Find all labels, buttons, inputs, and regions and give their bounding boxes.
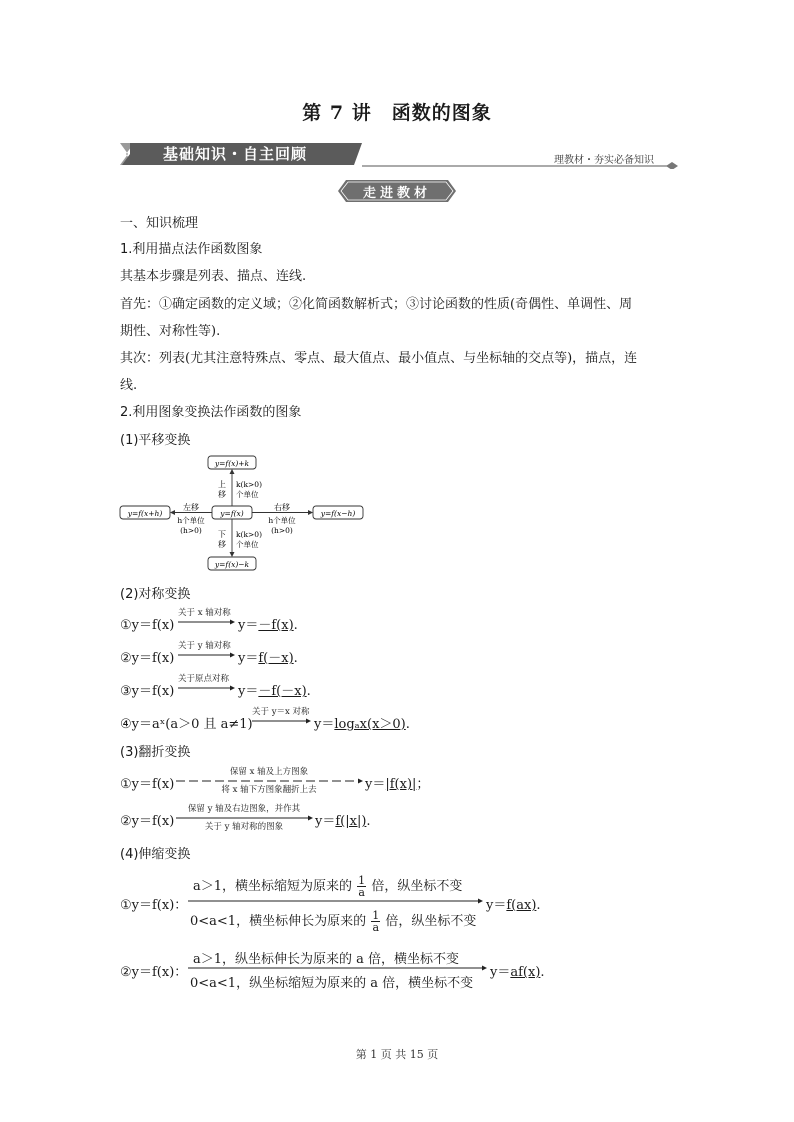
flip-row2-rhs: f(|x|) <box>335 814 367 829</box>
stretch-row1-under-frac <box>371 910 380 933</box>
bottom-box-label: y=f(x)−k <box>214 560 250 569</box>
sym-row1-over: 关于 x 轴对称 <box>178 608 231 618</box>
left-cond-2: (h>0) <box>180 526 202 535</box>
translation-heading: (1)平移变换 <box>120 433 191 448</box>
sym-row1-rhs-pre: y＝ <box>238 618 259 633</box>
left-label: 左移 <box>183 503 199 512</box>
top-box-label: y=f(x)+k <box>214 459 250 468</box>
item1-p1: 其基本步骤是列表、描点、连线. <box>120 269 307 284</box>
symmetry-heading: (2)对称变换 <box>120 587 191 602</box>
flip-heading: (3)翻折变换 <box>120 745 191 760</box>
sym-row4-arrow <box>252 718 312 724</box>
right-cond-2: (h>0) <box>271 526 293 535</box>
left-box-label: y=f(x+h) <box>127 509 163 518</box>
sym-row1-rhs: －f(x) <box>258 618 294 633</box>
item1-p2b: 期性、对称性等). <box>120 324 221 339</box>
sym-row1-end: . <box>293 618 298 633</box>
page-footer: 第 1 页 共 15 页 <box>355 1048 439 1061</box>
up-cond-1: k(k>0) <box>236 480 262 489</box>
stretch-row2-arrow <box>188 965 488 971</box>
center-box-label: y=f(x) <box>220 509 244 518</box>
up-label-1: 上 <box>218 480 226 489</box>
sym-row1-arrow <box>178 619 236 625</box>
sym-row2-end: . <box>293 651 298 666</box>
sym-row4-over: 关于 y＝x 对称 <box>252 707 310 717</box>
up-cond-2: 个单位 <box>236 490 259 499</box>
sym-row3-end: . <box>306 684 311 699</box>
sym-row3-rhs: －f(－x) <box>258 684 307 699</box>
flip-row1-over: 保留 x 轴及上方图象 <box>229 767 309 777</box>
stretch-row1-under-a: 0<a<1，横坐标伸长为原来的 <box>190 914 367 929</box>
flip-row2-lhs: ②y＝f(x) <box>120 814 175 829</box>
stretch-row2-lhs: ②y＝f(x)： <box>120 965 188 980</box>
stretch-row1-lhs: ①y＝f(x)： <box>120 898 188 913</box>
right-box-label: y=f(x−h) <box>320 509 356 518</box>
item1-p2a: 首先：①确定函数的定义域；②化简函数解析式；③讨论函数的性质(奇偶性、单调性、周 <box>120 297 633 312</box>
stretch-row1-over-b: 倍，纵坐标不变 <box>371 879 463 894</box>
section-heading: 一、知识梳理 <box>120 216 199 231</box>
flip-row1-rhs-pre: y＝ <box>365 777 386 792</box>
flip-row1-under: 将 x 轴下方图象翻折上去 <box>221 785 317 795</box>
translation-diagram <box>115 450 375 575</box>
stretch-row1-rhs-pre: y＝ <box>486 898 507 913</box>
flip-row2-rhs-pre: y＝ <box>315 814 336 829</box>
sym-row2-rhs-pre: y＝ <box>238 651 259 666</box>
stretch-row1-under-b: 倍，纵坐标不变 <box>385 914 477 929</box>
flip-row2-end: . <box>366 814 371 829</box>
stretch-row2-over: a＞1，纵坐标伸长为原来的 a 倍，横坐标不变 <box>193 952 460 967</box>
sym-row3-lhs: ③y＝f(x) <box>120 684 175 699</box>
left-cond-1: h个单位 <box>177 516 205 525</box>
item2-heading: 2.利用图象变换法作函数的图象 <box>120 405 302 420</box>
right-cond-1: h个单位 <box>268 516 296 525</box>
up-label-2: 移 <box>218 490 226 499</box>
sym-row2-rhs: f(－x) <box>258 651 294 666</box>
sym-row3-arrow <box>178 685 236 691</box>
right-label: 右移 <box>274 503 290 512</box>
item1-p3a: 其次：列表(尤其注意特殊点、零点、最大值点、最小值点、与坐标轴的交点等)，描点，连 <box>120 351 638 366</box>
flip-row2-over: 保留 y 轴及右边图象，并作其 <box>187 804 301 814</box>
down-label-2: 移 <box>218 540 226 549</box>
flip-row1-rhs: |f(x)| <box>385 777 417 792</box>
flip-row2-under: 关于 y 轴对称的图象 <box>204 822 284 832</box>
sym-row3-over: 关于原点对称 <box>178 674 230 684</box>
badge-label: 走进教材 <box>362 186 431 201</box>
item1-heading: 1.利用描点法作函数图象 <box>120 242 263 257</box>
stretch-row1-over-frac <box>357 875 366 898</box>
sym-row4-rhs: logₐx(x＞0) <box>334 717 406 732</box>
stretch-row1-rhs: f(ax) <box>506 898 537 913</box>
down-cond-2: 个单位 <box>236 540 259 549</box>
sym-row2-lhs: ②y＝f(x) <box>120 651 175 666</box>
flip-row1-lhs: ①y＝f(x) <box>120 777 175 792</box>
banner-subtitle: 理教材・夯实必备知识 <box>554 155 654 166</box>
stretch-row1-over-a: a＞1，横坐标缩短为原来的 <box>193 879 353 894</box>
stretch-row2-rhs-pre: y＝ <box>490 965 511 980</box>
banner-title: 基础知识・自主回顾 <box>163 145 308 163</box>
stretch-row2-end: . <box>540 965 545 980</box>
stretch-row1-arrow <box>188 898 484 904</box>
sym-row3-rhs-pre: y＝ <box>238 684 259 699</box>
frac-den: a <box>372 921 379 934</box>
stretch-row1-end: . <box>536 898 541 913</box>
stretch-heading: (4)伸缩变换 <box>120 847 191 862</box>
sym-row2-arrow <box>178 652 236 658</box>
frac-den: a <box>358 886 365 899</box>
sym-row4-rhs-pre: y＝ <box>314 717 335 732</box>
down-label-1: 下 <box>218 530 226 539</box>
item1-p3b: 线. <box>120 378 138 393</box>
frac-num: 1 <box>358 874 366 887</box>
down-cond-1: k(k>0) <box>236 530 262 539</box>
frac-num: 1 <box>372 909 380 922</box>
sym-row4-end: . <box>405 717 410 732</box>
page-title: 第 7 讲 函数的图象 <box>302 102 492 124</box>
sym-row2-over: 关于 y 轴对称 <box>178 641 231 651</box>
stretch-row2-rhs: af(x) <box>510 965 541 980</box>
sym-row4-lhs: ④y＝aˣ(a＞0 且 a≠1) <box>120 717 253 732</box>
stretch-row2-under: 0<a<1，纵坐标缩短为原来的 a 倍，横坐标不变 <box>190 976 474 991</box>
flip-row1-end: ； <box>416 777 430 792</box>
sym-row1-lhs: ①y＝f(x) <box>120 618 175 633</box>
